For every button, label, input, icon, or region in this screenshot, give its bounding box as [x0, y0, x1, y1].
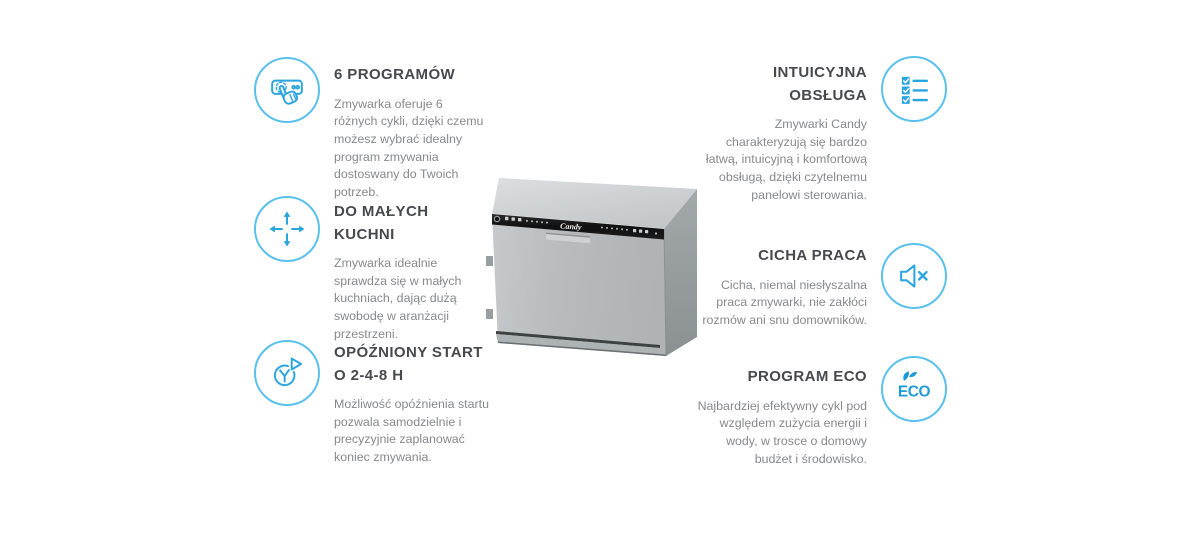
feature-title: DO MAŁYCH KUCHNI — [334, 203, 429, 243]
feature-intuitive-operation — [695, 56, 947, 205]
feature-small-kitchens — [254, 196, 489, 344]
feature-description: Zmywarki Candy charakteryzują się bardzo łatwą, intuicyjną i komfortową obsługą, dzięki czytelnemu panelowi sterowania. — [705, 117, 867, 202]
feature-delayed-start — [254, 340, 489, 467]
feature-title: 6 PROGRAMÓW — [334, 66, 456, 83]
feature-description: Zmywarka idealnie sprawdza się w małych kuchniach, dając dużą swobodę w aranżacji przestrzeni. — [334, 256, 462, 341]
press-button-icon — [254, 57, 320, 123]
expand-arrows-icon — [254, 196, 320, 262]
eco-icon-label: ECO — [897, 383, 931, 401]
feature-description: Cicha, niemal niesłyszalna praca zmywarki, nie zakłóci rozmów ani snu domowników. — [702, 277, 867, 327]
mute-icon — [881, 243, 947, 309]
feature-description: Możliwość opóźnienia startu pozwala samodzielnie i precyzyjnie zaplanować koniec zmywania. — [334, 397, 489, 465]
hinge-tab — [486, 256, 493, 266]
dishwasher-illustration — [482, 172, 702, 364]
eco-icon — [881, 356, 947, 422]
checklist-icon — [881, 56, 947, 122]
feature-title: INTUICYJNA OBSŁUGA — [772, 64, 867, 104]
hinge-tab — [486, 309, 493, 319]
power-button — [494, 216, 499, 221]
feature-title: CICHA PRACA — [758, 247, 867, 264]
feature-description: Zmywarka oferuje 6 różnych cykli, dzięki czemu możesz wybrać idealny program zmywania dostoswany do Twoich potrzeb. — [334, 96, 484, 200]
feature-quiet-operation — [695, 243, 947, 330]
feature-description: Najbardziej efektywny cykl pod względem zużycia energii i wody, w trosce o domowy budżet i środowisko. — [697, 398, 867, 466]
feature-title: OPÓŹNIONY START O 2-4-8 H — [334, 344, 483, 384]
feature-title: PROGRAM ECO — [747, 368, 867, 385]
feature-6-programs — [254, 57, 489, 202]
feature-eco-program — [695, 356, 947, 468]
brand-logo: Candy — [559, 221, 582, 232]
product-image — [482, 172, 702, 364]
delayed-start-icon — [254, 340, 320, 406]
